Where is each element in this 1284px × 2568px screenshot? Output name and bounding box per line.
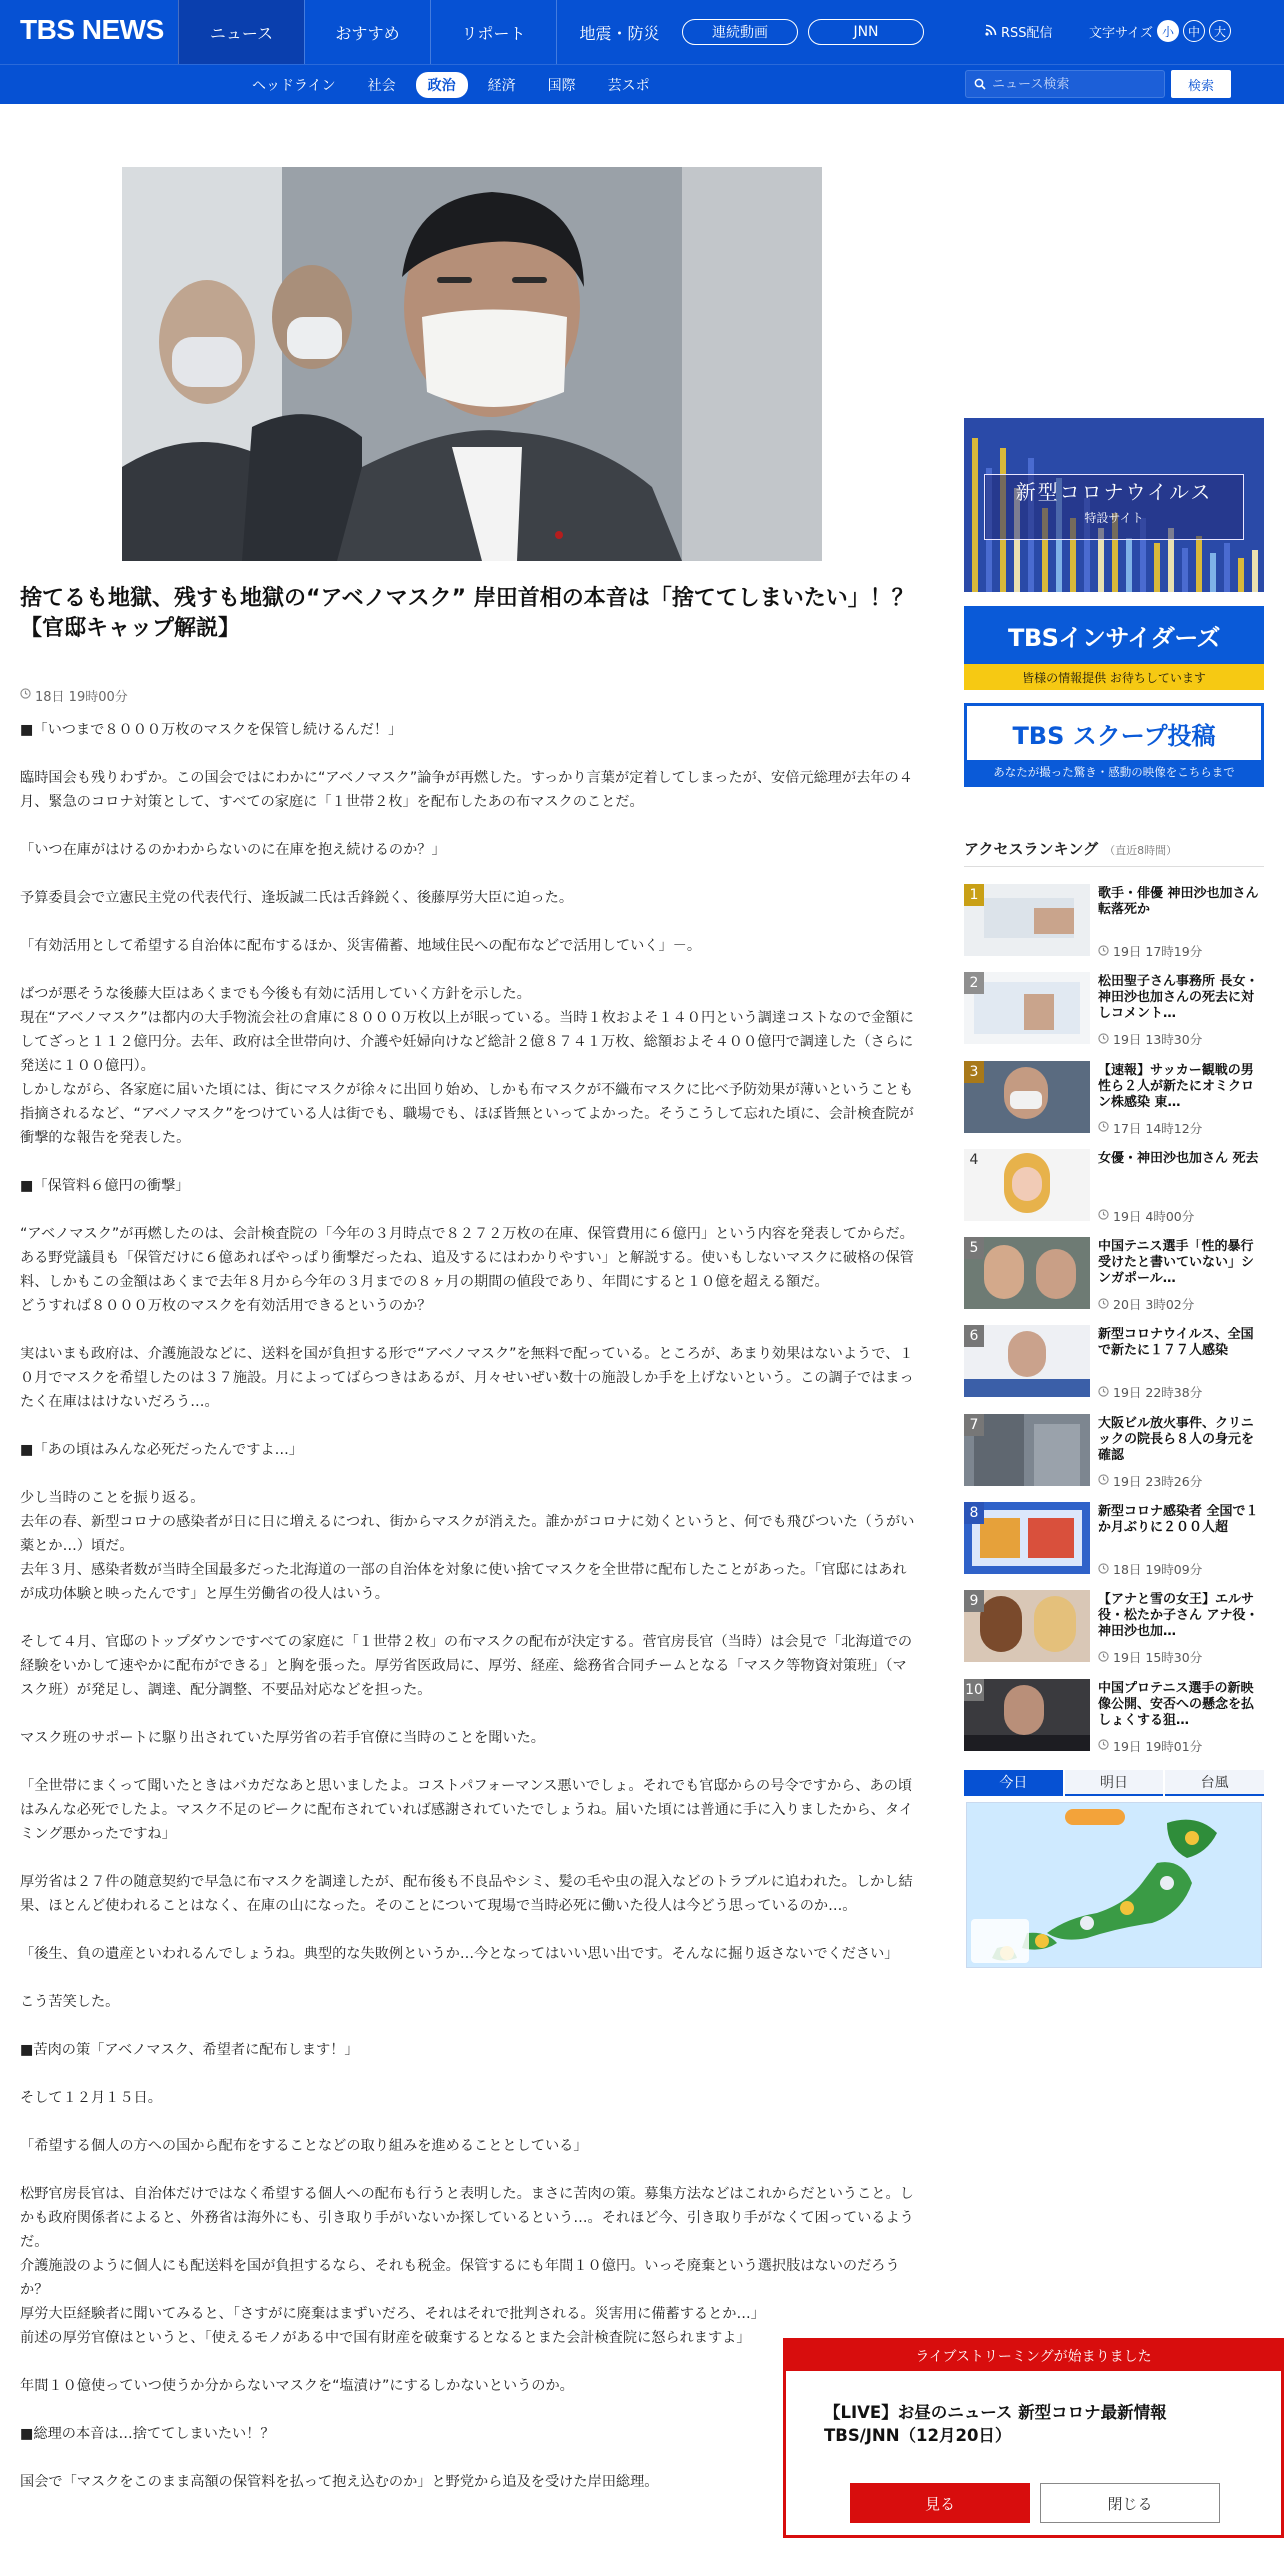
tbs-news-logo[interactable]: TBS NEWS bbox=[20, 14, 164, 45]
article-paragraph: 「有効活用として希望する自治体に配布するほか、災害備蓄、地域住民への配布などで活用していく」－。 bbox=[20, 938, 702, 954]
font-small-button[interactable]: 小 bbox=[1157, 20, 1179, 42]
article-paragraph: 予算委員会で立憲民主党の代表代行、逢坂誠二氏は舌鋒鋭く、後藤厚労大臣に迫った。 bbox=[20, 890, 574, 906]
clock-icon bbox=[1098, 1473, 1109, 1488]
live-stream-popup bbox=[783, 2338, 1284, 2538]
ranking-time bbox=[1098, 1383, 1202, 1401]
insiders-subtitle: 皆様の情報提供 お待ちしています bbox=[964, 664, 1264, 690]
tbs-scoop-banner[interactable] bbox=[964, 703, 1264, 787]
article-paragraph: 松野官房長官は、自治体だけではなく希望する個人への配布も行うと表明した。まさに苦肉の策。募集方法などはこれからだということ。しかも政府関係者によると、外務省は海外にも、引き取り手がいないか探しているという…。それほど今、引き取り手がなくて困っているようだ。 介護施設のように個人にも配送料を国が負担するなら、それも税金。保管するにも年間１０億円。いっそ廃棄という選択肢はないのだろうか？ 厚労大臣経験者に聞いてみると、「さすがに廃棄はまずいだろ、それはそれで批判される。災害用に備蓄するとか…」 前述の厚労官僚はというと、「使えるモノがある中で国有財産を破棄するとなるとまた会計検査院に怒られますよ」 bbox=[20, 2186, 914, 2346]
ranking-title-text[interactable]: 中国テニス選手「性的暴行受けたと書いていない」シンガポール… bbox=[1098, 1239, 1255, 1287]
article-paragraph: “アベノマスク”が再燃したのは、会計検査院の「今年の３月時点で８２７２万枚の在庫、保管費用に６億円」という内容を発表してからだ。ある野党議員も「保管だけに６億あればやっぱり衝撃だったね、追及するにはわかりやすい」と解説する。使いもしないマスクに破格の保管料、しかもこの金額はあくまで去年８月から今年の３月までの８ヶ月の期間の値段であり、年間にすると１０億を超える額だ。 どうすれば８０００万枚のマスクを有効活用できるというのか？ bbox=[20, 1226, 914, 1314]
article-paragraph: 「希望する個人の方への国から配布をすることなどの取り組みを進めることとしている」 bbox=[20, 2138, 588, 2154]
article-body bbox=[20, 718, 916, 2518]
clock-icon bbox=[1098, 1562, 1109, 1577]
clock-icon bbox=[1098, 1385, 1109, 1400]
article-timestamp bbox=[20, 686, 128, 705]
article-paragraph: そして１２月１５日。 bbox=[20, 2090, 162, 2106]
ranking-item[interactable] bbox=[964, 968, 1264, 1056]
ranking-item[interactable] bbox=[964, 1057, 1264, 1145]
tab-international[interactable]: 国際 bbox=[547, 78, 576, 94]
weather-tab-today[interactable]: 今日 bbox=[964, 1770, 1063, 1796]
rank-number: 9 bbox=[964, 1590, 984, 1612]
clock-icon bbox=[1098, 1208, 1109, 1223]
ranking-time-text: 19日 19時01分 bbox=[1113, 1738, 1203, 1754]
article-paragraph: 少し当時のことを振り返る。 去年の春、新型コロナの感染者が日に日に増えるにつれ、街からマスクが消えた。誰かがコロナに効くというと、何でも飛びついた（うがい薬とか…）頃だ。 去年３月、感染者数が当時全国最多だった北海道の一部の自治体を対象に使い捨てマスクを全世帯に配布したことがあった。「官邸にはあれが成功体験と映ったんです」と厚生労働省の役人はいう。 bbox=[20, 1490, 915, 1602]
tab-society[interactable]: 社会 bbox=[367, 78, 396, 94]
article-paragraph: ■「いつまで８０００万枚のマスクを保管し続けるんだ！」 bbox=[20, 722, 403, 738]
ranking-title-text[interactable]: 歌手・俳優 神田沙也加さん 転落死か bbox=[1098, 886, 1259, 917]
nav-report[interactable]: リポート bbox=[430, 0, 556, 64]
article-paragraph: 「全世帯にまくって聞いたときはバカだなあと思いましたよ。コストパフォーマンス悪いでしょ。それでも官邸からの号令ですから、あの頃はみんな必死でしたよ。マスク不足のピークに配布されていれば感謝されていたでしょうね。届いた頃には普通に手に入りましたから、タイミング悪かったですね」 bbox=[20, 1778, 913, 1842]
article-paragraph: 厚労省は２７件の随意契約で早急に布マスクを調達したが、配布後も不良品やシミ、髪の毛や虫の混入などのトラブルに追われた。しかし結果、ほとんど使われることはなく、在庫の山になった。そのことについて現場で当時必死に働いた役人は今どう思っているのか…。 bbox=[20, 1874, 913, 1914]
article-paragraph: 実はいまも政府は、介護施設などに、送料を国が負担する形で“アベノマスク”を無料で配っている。ところが、あまり効果はないようで、１０月でマスクを希望したのは３７施設。月によってばらつきはあるが、月々せいぜい数十の施設しか手を上げないという。この調子ではまったく在庫ははけないだろう…。 bbox=[20, 1346, 914, 1410]
access-ranking-heading bbox=[964, 838, 1177, 859]
ranking-time-text: 18日 19時09分 bbox=[1113, 1562, 1203, 1578]
weather-tabs bbox=[964, 1770, 1264, 1796]
clock-icon bbox=[1098, 1650, 1109, 1665]
ranking-time bbox=[1098, 1472, 1202, 1490]
ranking-title-text[interactable]: 女優・神田沙也加さん 死去 bbox=[1098, 1150, 1259, 1166]
search-icon bbox=[974, 75, 986, 94]
ranking-time-text: 19日 4時00分 bbox=[1113, 1208, 1195, 1224]
tbs-insiders-banner[interactable] bbox=[964, 606, 1264, 690]
search-input[interactable] bbox=[992, 77, 1152, 92]
article-paragraph: ■苦肉の策「アベノマスク、希望者に配布します！」 bbox=[20, 2042, 359, 2058]
ranking-title: アクセスランキング bbox=[964, 840, 1099, 858]
article-paragraph: 「いつ在庫がはけるのかわからないのに在庫を抱え続けるのか？」 bbox=[20, 842, 446, 858]
font-size-control bbox=[1089, 20, 1231, 42]
article-paragraph: 年間１０億使っていつ使うか分からないマスクを“塩漬け”にするしかないというのか。 bbox=[20, 2378, 574, 2394]
clock-icon bbox=[1098, 1032, 1109, 1047]
tab-politics[interactable]: 政治 bbox=[416, 72, 468, 98]
rank-number: 1 bbox=[964, 884, 984, 906]
ranking-item[interactable] bbox=[964, 1586, 1264, 1674]
scoop-subtitle: あなたが撮った驚き・感動の映像をこちらまで bbox=[967, 760, 1261, 784]
ranking-time-text: 19日 15時30分 bbox=[1113, 1650, 1203, 1666]
ranking-item[interactable] bbox=[964, 1321, 1264, 1409]
ranking-time-text: 19日 13時30分 bbox=[1113, 1032, 1203, 1048]
nav-news[interactable]: ニュース bbox=[178, 0, 304, 64]
article-paragraph: こう苦笑した。 bbox=[20, 1994, 120, 2010]
tab-headline[interactable]: ヘッドライン bbox=[252, 78, 336, 94]
popup-message bbox=[824, 2401, 1167, 2447]
ranking-item[interactable] bbox=[964, 1675, 1264, 1763]
article-paragraph: ■「保管料６億円の衝撃」 bbox=[20, 1178, 190, 1194]
article-paragraph: 臨時国会も残りわずか。この国会ではにわかに“アベノマスク”論争が再燃した。すっかり言葉が定着してしまったが、安倍元総理が去年の４月、緊急のコロナ対策として、すべての家庭に「１世帯２枚」を配布したあの布マスクのことだ。 bbox=[20, 770, 913, 810]
ranking-time bbox=[1098, 1560, 1202, 1578]
ranking-title-text[interactable]: 【アナと雪の女王】エルサ役・松たか子さん アナ役・神田沙也加… bbox=[1098, 1592, 1259, 1640]
weather-tab-tomorrow[interactable]: 明日 bbox=[1065, 1770, 1164, 1796]
clock-icon bbox=[1098, 944, 1109, 959]
ranking-title-text[interactable]: 中国プロテニス選手の新映像公開、安否への懸念を払しょくする狙… bbox=[1098, 1680, 1255, 1728]
corona-banner-title: 新型コロナウイルス bbox=[1015, 480, 1213, 504]
clock-icon bbox=[1098, 1297, 1109, 1312]
article-paragraph: マスク班のサポートに駆り出されていた厚労省の若手官僚に当時のことを聞いた。 bbox=[20, 1730, 545, 1746]
ranking-title-text[interactable]: 【速報】サッカー観戦の男性ら２人が新たにオミクロン株感染 東… bbox=[1098, 1062, 1255, 1110]
jnn-button[interactable]: JNN bbox=[808, 19, 924, 45]
clock-icon bbox=[1098, 1120, 1109, 1135]
ranking-item[interactable] bbox=[964, 1498, 1264, 1586]
scoop-title: TBS スクープ投稿 bbox=[1012, 721, 1216, 750]
watch-button[interactable]: 見る bbox=[850, 2483, 1030, 2523]
close-button[interactable]: 閉じる bbox=[1040, 2483, 1220, 2523]
ranking-time bbox=[1098, 1030, 1202, 1048]
rss-link[interactable] bbox=[985, 22, 1053, 41]
article-paragraph: ■総理の本音は…捨ててしまいたい！？ bbox=[20, 2426, 275, 2442]
nav-recommended[interactable]: おすすめ bbox=[304, 0, 430, 64]
search-button[interactable]: 検索 bbox=[1171, 70, 1231, 98]
rss-icon bbox=[985, 24, 997, 40]
ranking-item[interactable] bbox=[964, 1233, 1264, 1321]
rank-number: 5 bbox=[964, 1237, 984, 1259]
rss-label: RSS配信 bbox=[1001, 26, 1053, 41]
ranking-time bbox=[1098, 1207, 1194, 1225]
article-paragraph: ■「あの頃はみんな必死だったんですよ…」 bbox=[20, 1442, 303, 1458]
font-medium-button[interactable]: 中 bbox=[1183, 20, 1205, 42]
weather-tab-typhoon[interactable]: 台風 bbox=[1165, 1770, 1264, 1796]
clock-icon bbox=[20, 688, 31, 703]
rank-number: 4 bbox=[964, 1149, 984, 1171]
ranking-time bbox=[1098, 1119, 1202, 1137]
article-paragraph: 「後生、負の遺産といわれるんでしょうね。典型的な失敗例というか…今となってはいい思い出です。そんなに掘り返さないでください」 bbox=[20, 1946, 899, 1962]
tab-economy[interactable]: 経済 bbox=[487, 78, 516, 94]
clock-icon bbox=[1098, 1738, 1109, 1753]
ranking-title-text[interactable]: 新型コロナウイルス、全国で新たに１７７人感染 bbox=[1098, 1327, 1254, 1359]
font-large-button[interactable]: 大 bbox=[1209, 20, 1231, 42]
tab-entertainment-sports[interactable]: 芸スポ bbox=[607, 78, 650, 94]
ranking-time-text: 17日 14時12分 bbox=[1113, 1120, 1203, 1136]
serial-video-button[interactable]: 連続動画 bbox=[682, 19, 798, 45]
popup-title: 【LIVE】お昼のニュース 新型コロナ最新情報 bbox=[824, 2403, 1167, 2422]
weather-map[interactable] bbox=[966, 1802, 1262, 1968]
top-header bbox=[0, 0, 1284, 64]
rank-number: 6 bbox=[964, 1325, 984, 1347]
popup-header: ライブストリーミングが始まりました bbox=[786, 2341, 1281, 2371]
article-paragraph: ばつが悪そうな後藤大臣はあくまでも今後も有効に活用していく方針を示した。 現在“アベノマスク”は都内の大手物流会社の倉庫に８０００万枚以上が眠っている。当時１枚およそ１４０円という調達コストなので金額にしてざっと１１２億円分。去年、政府は全世帯向け、介護や妊婦向けなど総計２億８７４１万枚、総額およそ４００億円で調達した（さらに発送に１００億円）。 しかしながら、各家庭に届いた頃には、街にマスクが徐々に出回り始め、しかも布マスクが不織布マスクに比べ予防効果が薄いということも指摘されるなど、“アベノマスク”をつけている人は街でも、職場でも、ほぼ皆無といってよかった。そうこうして忘れた頃に、会計検査院が衝撃的な報告を発表した。 bbox=[20, 986, 914, 1146]
ranking-time bbox=[1098, 942, 1202, 960]
rank-number: 7 bbox=[964, 1414, 984, 1436]
ranking-divider bbox=[964, 866, 1264, 867]
popup-subtitle: TBS/JNN（12月20日） bbox=[824, 2426, 1012, 2445]
search-box bbox=[965, 70, 1165, 98]
ranking-time bbox=[1098, 1648, 1202, 1666]
main-nav bbox=[178, 0, 682, 64]
ranking-time bbox=[1098, 1295, 1194, 1313]
ranking-list bbox=[964, 880, 1264, 1763]
ranking-time-text: 19日 22時38分 bbox=[1113, 1385, 1203, 1401]
article-paragraph: そして４月、官邸のトップダウンですべての家庭に「１世帯２枚」の布マスクの配布が決定する。菅官房長官（当時）は会見で「北海道での経験をいかして速やかに配布ができる」と胸を張った。厚労省医政局に、厚労、経産、総務省合同チームとなる「マスク等物資対策班」（マスク班）が発足し、調達、配分調整、不要品対応などを担った。 bbox=[20, 1634, 913, 1698]
ranking-subtitle: （直近8時間） bbox=[1104, 844, 1178, 857]
ranking-item[interactable] bbox=[964, 1145, 1264, 1233]
article-hero-image bbox=[122, 167, 822, 561]
ranking-item[interactable] bbox=[964, 1410, 1264, 1498]
rank-number: 2 bbox=[964, 972, 984, 994]
category-nav bbox=[240, 65, 662, 105]
nav-disaster[interactable]: 地震・防災 bbox=[556, 0, 682, 64]
corona-banner-box bbox=[984, 474, 1244, 540]
ranking-item[interactable] bbox=[964, 880, 1264, 968]
timestamp-text: 18日 19時00分 bbox=[35, 690, 128, 705]
insiders-title: TBSインサイダーズ bbox=[1007, 623, 1221, 652]
article-headline: 捨てるも地獄、残すも地獄の“アベノマスク” 岸田首相の本音は「捨ててしまいたい」！？【官邸キャップ解説】 bbox=[20, 586, 914, 641]
ranking-title-text[interactable]: 松田聖子さん事務所 長女・神田沙也加さんの死去に対しコメント… bbox=[1098, 974, 1259, 1022]
ranking-time-text: 20日 3時02分 bbox=[1113, 1297, 1195, 1313]
rank-number: 10 bbox=[964, 1679, 984, 1701]
ranking-title-text[interactable]: 大阪ビル放火事件、クリニックの院長ら８人の身元を確認 bbox=[1098, 1415, 1255, 1463]
rank-number: 8 bbox=[964, 1502, 984, 1524]
corona-special-banner[interactable] bbox=[964, 418, 1264, 592]
ranking-time-text: 19日 17時19分 bbox=[1113, 944, 1203, 959]
ranking-time-text: 19日 23時26分 bbox=[1113, 1473, 1203, 1489]
ranking-title-text[interactable]: 新型コロナ感染者 全国で１か月ぶりに２００人超 bbox=[1098, 1504, 1259, 1536]
corona-banner-subtitle: 特設サイト bbox=[1084, 511, 1144, 525]
article-paragraph: 国会で「マスクをこのまま高額の保管料を払って抱え込むのか」と野党から追及を受けた岸田総理。 bbox=[20, 2474, 659, 2490]
rank-number: 3 bbox=[964, 1061, 984, 1083]
font-size-label: 文字サイズ bbox=[1089, 25, 1153, 41]
ranking-time bbox=[1098, 1737, 1202, 1755]
